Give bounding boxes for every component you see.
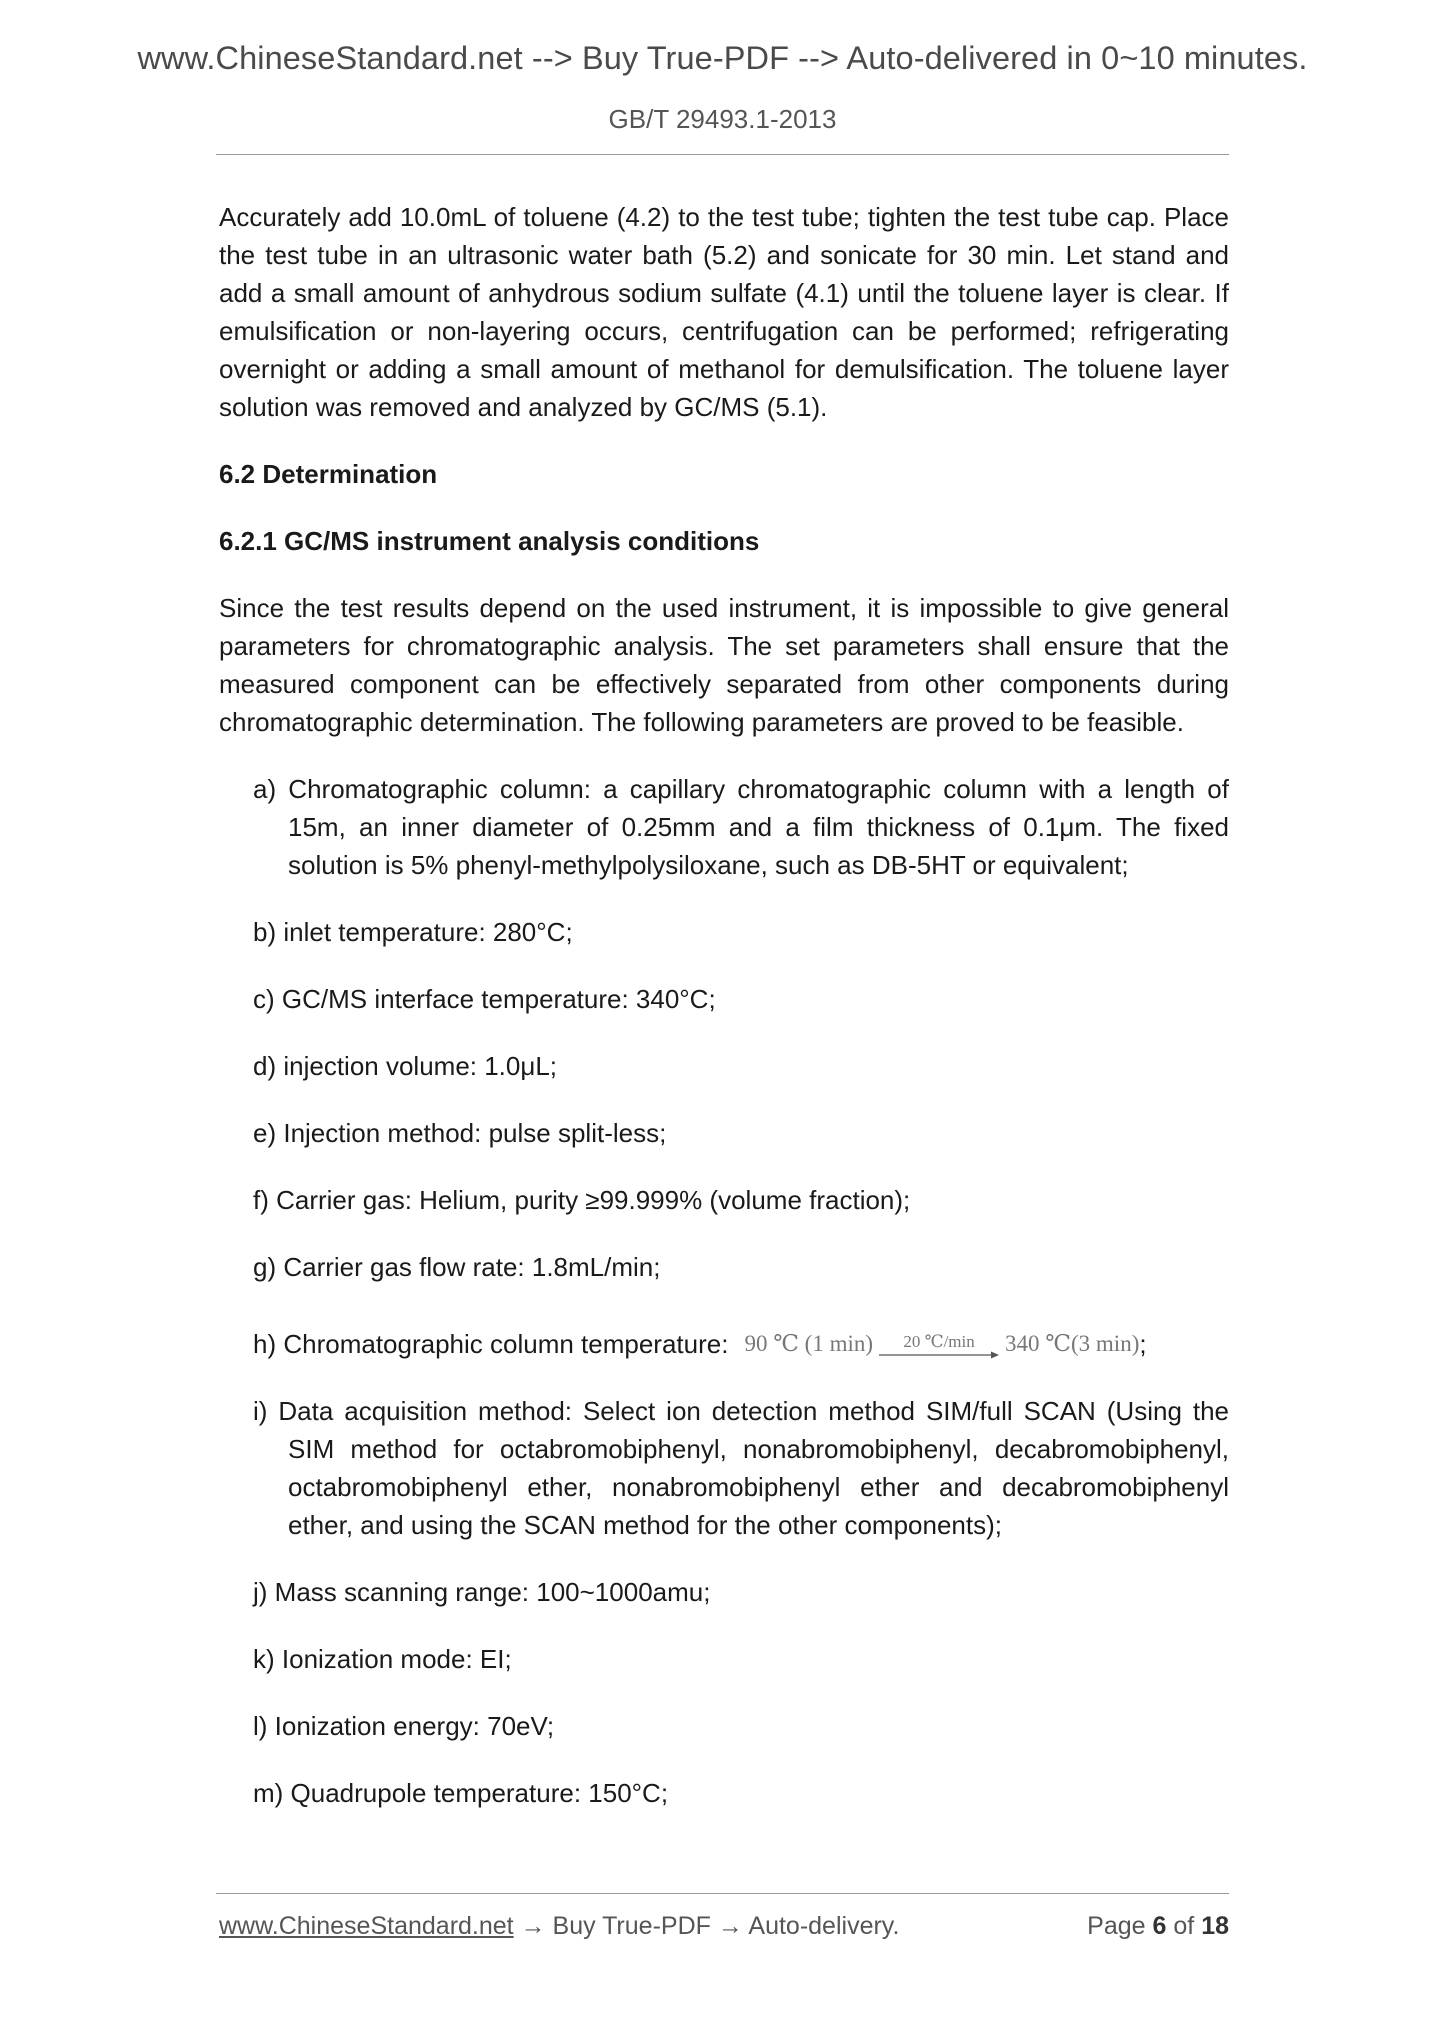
item-f: f) Carrier gas: Helium, purity ≥99.999% (volume fraction); xyxy=(253,1185,911,1215)
formula-end: 340 ℃(3 min) xyxy=(1005,1331,1140,1356)
page-number: 6 xyxy=(1152,1912,1167,1940)
item-m: m) Quadrupole temperature: 150°C; xyxy=(253,1778,669,1808)
footer-link[interactable]: www.ChineseStandard.net xyxy=(219,1912,514,1940)
item-h-label: h) Chromatographic column temperature: xyxy=(253,1329,729,1359)
formula-start: 90 ℃ (1 min) xyxy=(744,1331,874,1356)
heading-6-2: 6.2 Determination xyxy=(219,459,438,489)
formula-arrow xyxy=(879,1333,999,1359)
page-total: 18 xyxy=(1201,1912,1229,1940)
page-content xyxy=(219,198,1229,1841)
heading-6-2-1: 6.2.1 GC/MS instrument analysis conditions xyxy=(219,526,760,556)
of-word: of xyxy=(1173,1912,1195,1940)
item-h-end: ; xyxy=(1139,1329,1147,1359)
item-a: a) Chromatographic column: a capillary chromatographic column with a length of 15m, an inner diameter of 0.25mm and a film thickness of 0.1μm. The fixed solution is 5% phenyl-methylpolysiloxane, such as DB-5HT or equivalent; xyxy=(253,774,1229,880)
item-i: i) Data acquisition method: Select ion detection method SIM/full SCAN (Using the SIM method for octabromobiphenyl, nonabromobiphenyl, decabromobiphenyl, octabromobiphenyl ether, nonabromobiphenyl ether and decabromobiphenyl ether, and using the SCAN method for the other components); xyxy=(253,1396,1229,1540)
page-word: Page xyxy=(1087,1912,1146,1940)
top-banner: www.ChineseStandard.net --> Buy True-PDF --> Auto-delivered in 0~10 minutes. xyxy=(137,40,1308,76)
item-j: j) Mass scanning range: 100~1000amu; xyxy=(253,1577,711,1607)
item-h xyxy=(253,1315,1229,1363)
temperature-program-formula xyxy=(744,1325,1139,1363)
arrow-right-icon xyxy=(879,1351,999,1359)
item-c: c) GC/MS interface temperature: 340°C; xyxy=(253,984,716,1014)
formula-rate: 20 ℃/min xyxy=(903,1332,975,1351)
footer xyxy=(219,1912,1229,1941)
item-e: e) Injection method: pulse split-less; xyxy=(253,1118,667,1148)
item-d: d) injection volume: 1.0μL; xyxy=(253,1051,558,1081)
header-divider xyxy=(216,154,1229,155)
conditions-paragraph: Since the test results depend on the used instrument, it is impossible to give general parameters for chromatographic analysis. The set parameters shall ensure that the measured component can be effectively separated from other components during chromatographic determination. The following parameters are proved to be feasible. xyxy=(219,593,1229,737)
footer-divider xyxy=(216,1893,1229,1894)
standard-code: GB/T 29493.1-2013 xyxy=(608,104,837,134)
footer-tagline: → Buy True-PDF → Auto-delivery. xyxy=(513,1912,900,1940)
footer-left xyxy=(219,1912,899,1941)
page-indicator xyxy=(1087,1912,1229,1941)
item-k: k) Ionization mode: EI; xyxy=(253,1644,512,1674)
intro-paragraph: Accurately add 10.0mL of toluene (4.2) to the test tube; tighten the test tube cap. Place the test tube in an ultrasonic water bath (5.2) and sonicate for 30 min. Let stand and add a small amount of anhydrous sodium sulfate (4.1) until the toluene layer is clear. If emulsification or non-layering occurs, centrifugation can be performed; refrigerating overnight or adding a small amount of methanol for demulsification. The toluene layer solution was removed and analyzed by GC/MS (5.1). xyxy=(219,202,1229,422)
item-b: b) inlet temperature: 280°C; xyxy=(253,917,573,947)
item-l: l) Ionization energy: 70eV; xyxy=(253,1711,555,1741)
item-g: g) Carrier gas flow rate: 1.8mL/min; xyxy=(253,1252,661,1282)
